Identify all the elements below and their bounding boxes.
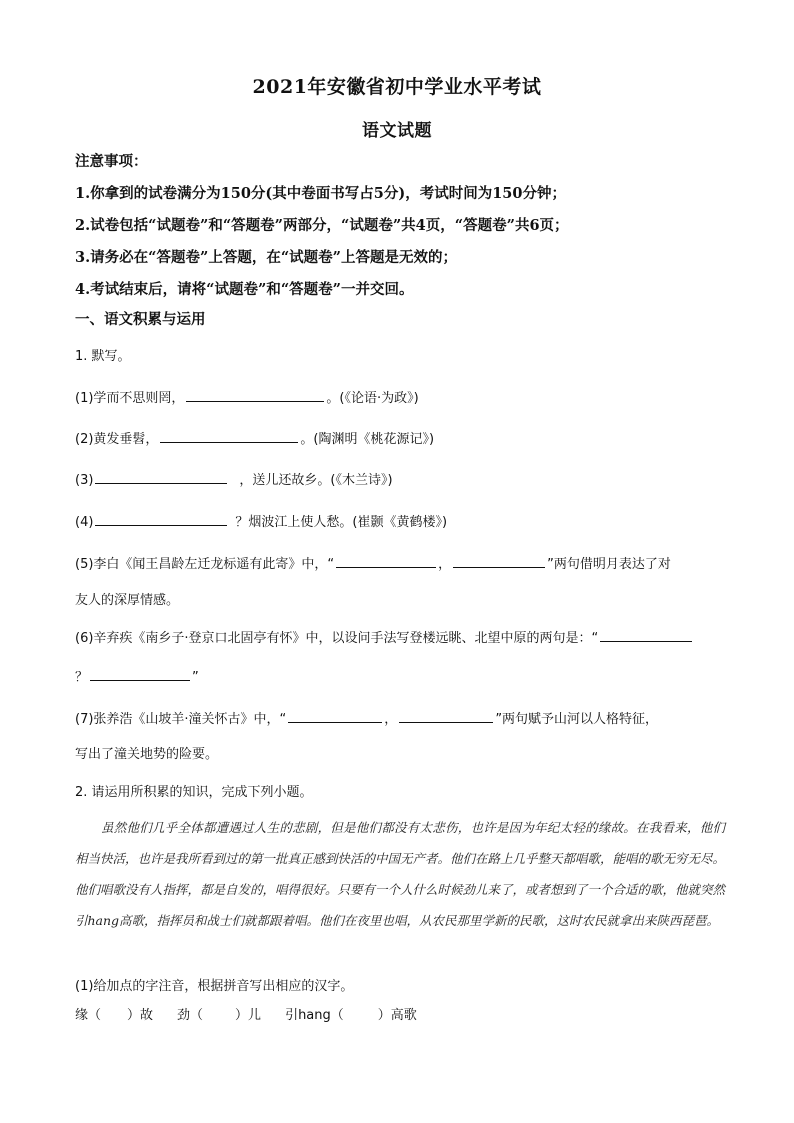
q1-item-7-text-b: ， bbox=[384, 712, 398, 727]
q1-item-6-text-a: (6)辛弃疾《南乡子·登京口北固亭有怀》中，以设问手法写登楼远眺、北望中原的两句是：“ bbox=[75, 631, 599, 646]
q1-item-4-text-a: (4) bbox=[75, 515, 94, 530]
q1-item-5-continued: 友人的深厚情感。 bbox=[75, 593, 180, 608]
q1-item-6 bbox=[75, 627, 724, 646]
notice-item-2: 2.试卷包括“试题卷”和“答题卷”两部分，“试题卷”共4页，“答题卷”共6页； bbox=[75, 217, 569, 234]
answer-blank[interactable] bbox=[453, 553, 545, 568]
q1-item-2-text-b: 。(陶渊明《桃花源记》) bbox=[300, 432, 435, 447]
q1-item-4 bbox=[75, 511, 724, 530]
q1-item-2-text-a: (2)黄发垂髫， bbox=[75, 432, 159, 447]
q1-item-5 bbox=[75, 553, 724, 572]
reading-passage bbox=[75, 812, 725, 936]
notice-item-3: 3.请务必在“答题卷”上答题，在“试题卷”上答题是无效的； bbox=[75, 249, 457, 266]
q1-item-1-text-b: 。(《论语·为政》) bbox=[326, 391, 419, 406]
q1-item-1-text-a: (1)学而不思则罔， bbox=[75, 391, 185, 406]
question-1-stem: 1. 默写。 bbox=[75, 349, 131, 364]
q1-item-6-text-c: ” bbox=[192, 670, 199, 685]
fill-label-3b: ）高歌 bbox=[377, 1008, 417, 1023]
notice-item-4: 4.考试结束后，请将“试题卷”和“答题卷”一并交回。 bbox=[75, 281, 414, 298]
fill-label-3a: 引hang（ bbox=[285, 1008, 344, 1023]
fill-label-1a: 缘（ bbox=[75, 1008, 102, 1023]
notice-heading: 注意事项： bbox=[75, 153, 148, 170]
fill-label-2a: 劲（ bbox=[177, 1008, 204, 1023]
answer-blank[interactable] bbox=[95, 511, 227, 526]
q1-item-3-text-b: ，送儿还故乡。(《木兰诗》) bbox=[239, 473, 393, 488]
answer-blank[interactable] bbox=[90, 666, 190, 681]
q1-item-7-text-a: (7)张养浩《山坡羊·潼关怀古》中，“ bbox=[75, 712, 287, 727]
q1-item-3-text-a: (3) bbox=[75, 473, 94, 488]
section-heading: 一、语文积累与运用 bbox=[75, 311, 206, 328]
answer-blank[interactable] bbox=[336, 553, 436, 568]
q1-item-6-continued bbox=[75, 666, 724, 685]
q1-item-5-text-b: ， bbox=[438, 557, 452, 572]
q1-item-7 bbox=[75, 708, 724, 727]
q1-item-5-text-a: (5)李白《闻王昌龄左迁龙标遥有此寄》中，“ bbox=[75, 557, 335, 572]
q2-sub-1: (1)给加点的字注音，根据拼音写出相应的汉字。 bbox=[75, 979, 354, 994]
q1-item-4-text-b: ？烟波江上使人愁。(崔颢《黄鹤楼》) bbox=[235, 515, 448, 530]
notice-item-1: 1.你拿到的试卷满分为150分(其中卷面书写占5分)，考试时间为150分钟； bbox=[75, 185, 566, 202]
q1-item-6-text-b: ？ bbox=[75, 670, 89, 685]
fill-label-2b: ）儿 bbox=[235, 1008, 262, 1023]
q1-item-3 bbox=[75, 469, 724, 488]
answer-blank[interactable] bbox=[186, 387, 324, 402]
answer-blank[interactable] bbox=[288, 708, 382, 723]
fill-label-1b: ）故 bbox=[127, 1008, 154, 1023]
passage-text: 虽然他们几乎全体都遭遇过人生的悲剧，但是他们都没有太悲伤，也许是因为年纪太轻的缘故。在我看来，他们相当快活，也许是我所看到过的第一批真正感到快活的中国无产者。他们在路上几乎整天都唱歌，能唱的歌无穷无尽。他们唱歌没有人指挥，都是自发的，唱得很好。只要有一个人什么时候劲儿来了，或者想到了一个合适的歌，他就突然引hang高歌，指挥员和战士们就都跟着唱。他们在夜里也唱，从农民那里学新的民歌，这时农民就拿出来陕西琵琶。 bbox=[75, 820, 726, 928]
answer-blank[interactable] bbox=[95, 469, 227, 484]
q2-fill-row bbox=[75, 1004, 724, 1023]
exam-subtitle: 语文试题 bbox=[362, 121, 432, 141]
q1-item-5-text-c: ”两句借明月表达了对 bbox=[547, 557, 671, 572]
q1-item-2 bbox=[75, 428, 724, 447]
answer-blank[interactable] bbox=[600, 627, 692, 642]
q1-item-7-continued: 写出了潼关地势的险要。 bbox=[75, 747, 219, 762]
answer-blank[interactable] bbox=[160, 428, 298, 443]
q1-item-7-text-c: ”两句赋予山河以人格特征， bbox=[495, 712, 659, 727]
q1-item-1 bbox=[75, 387, 724, 406]
question-2-stem: 2. 请运用所积累的知识，完成下列小题。 bbox=[75, 785, 313, 800]
answer-blank[interactable] bbox=[399, 708, 493, 723]
exam-title: 2021年安徽省初中学业水平考试 bbox=[252, 76, 542, 98]
